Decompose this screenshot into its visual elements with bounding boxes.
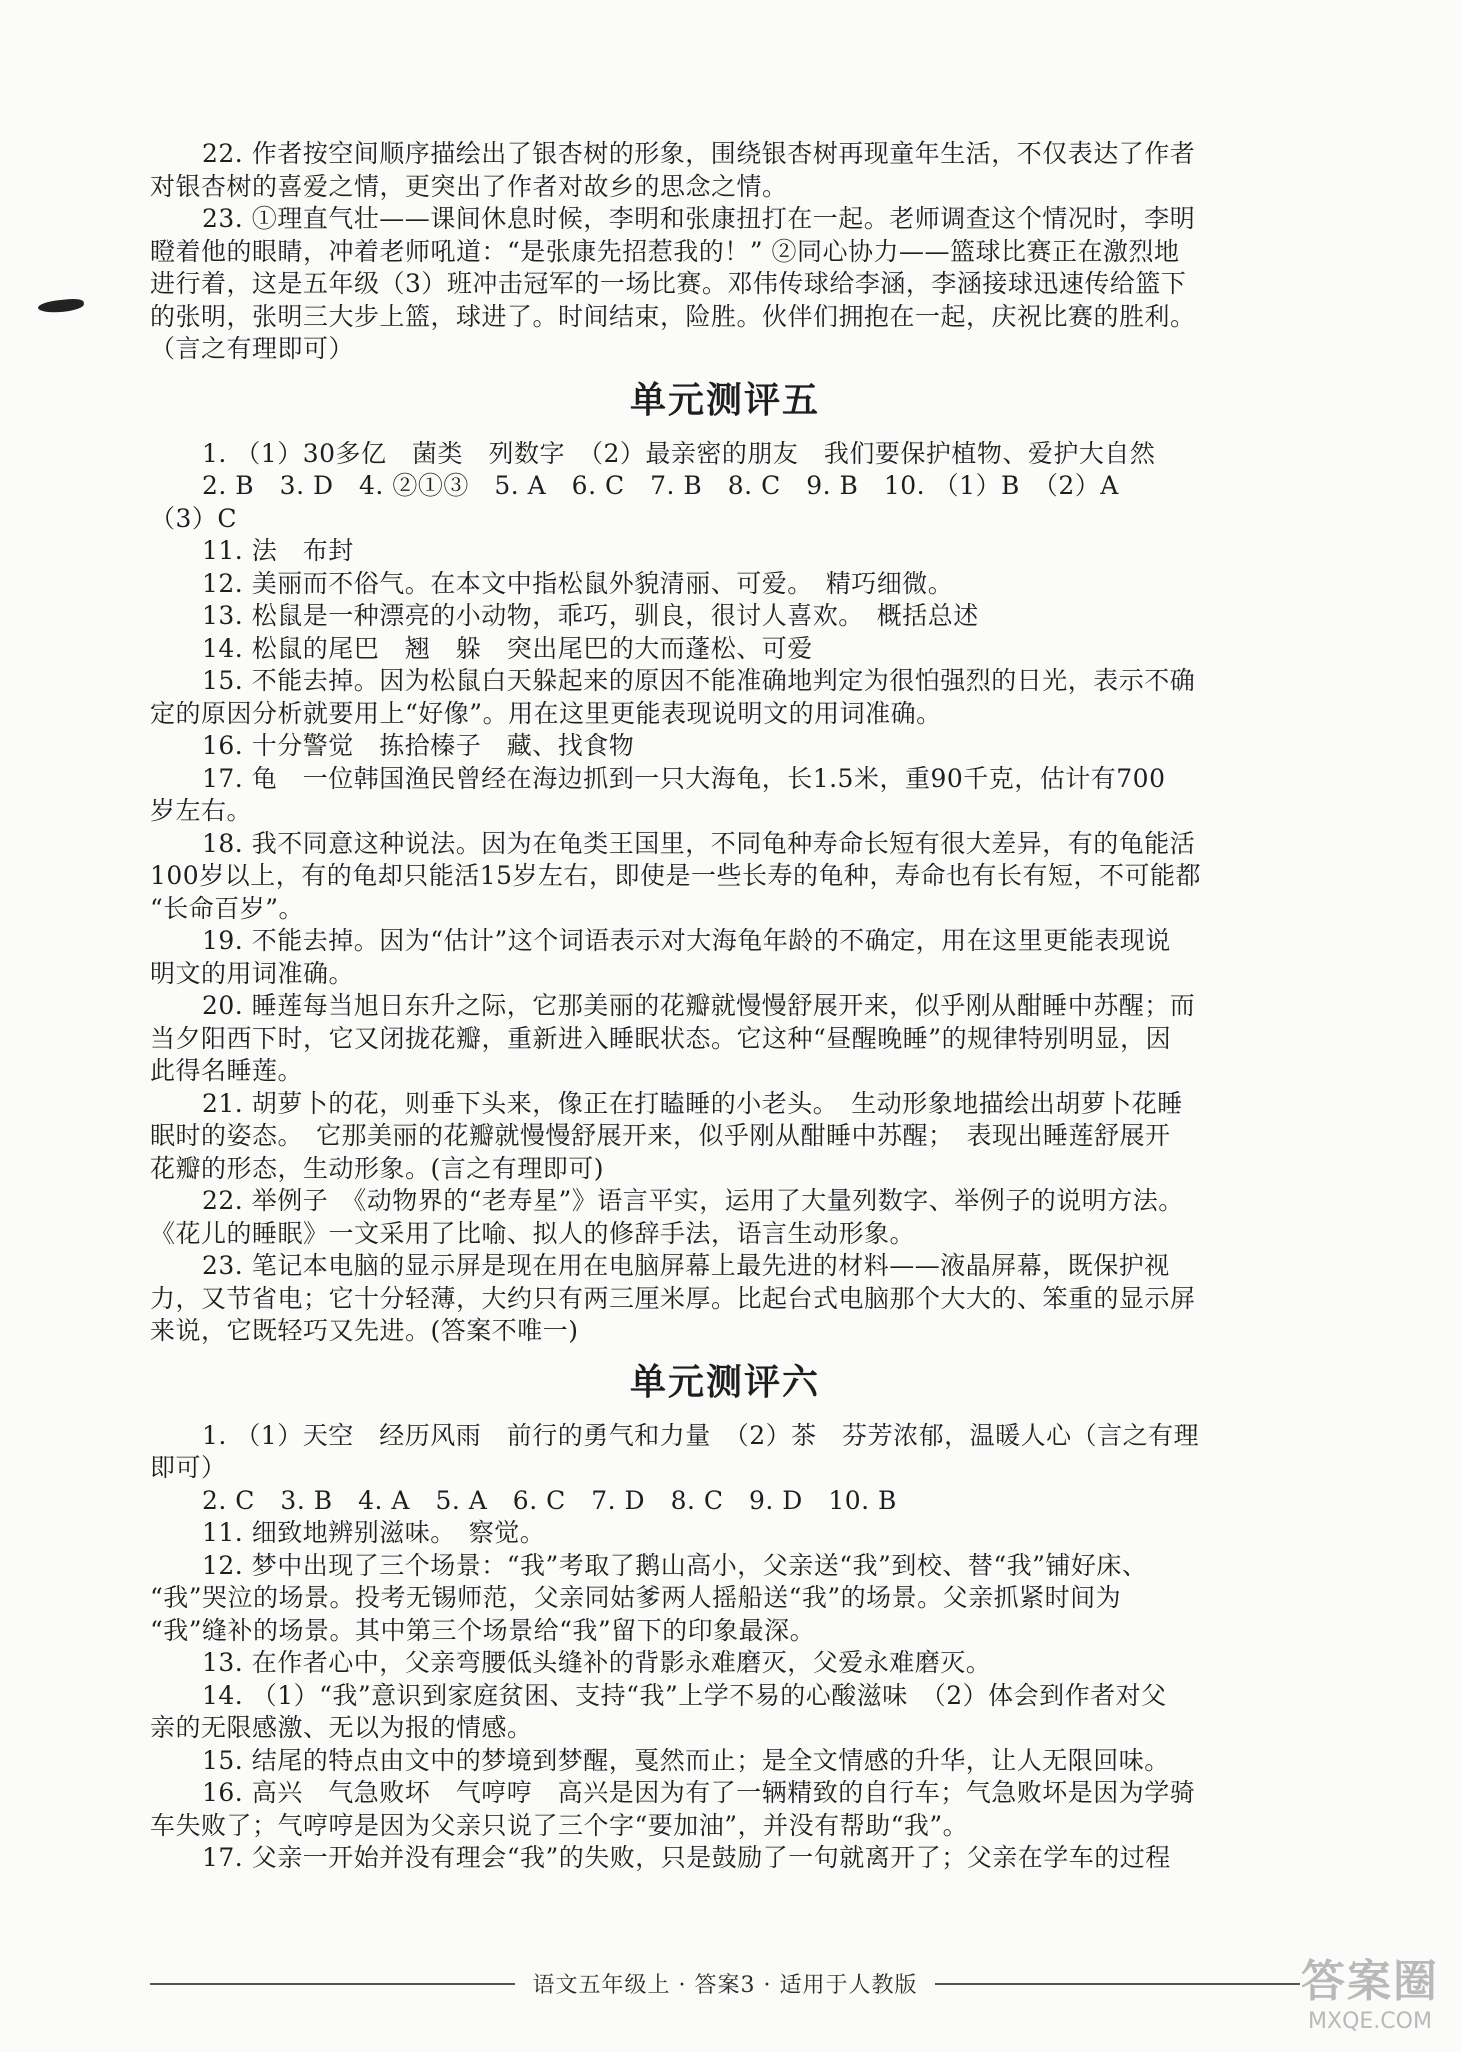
- text-line: 当夕阳西下时，它又闭拢花瓣，重新进入睡眠状态。它这种“昼醒晚睡”的规律特别明显，因: [150, 1023, 1172, 1053]
- text-line: 花瓣的形态，生动形象。(言之有理即可): [150, 1153, 605, 1183]
- text-line: 23. ①理直气壮——课间休息时候，李明和张康扭打在一起。老师调查这个情况时，李明: [202, 204, 1196, 233]
- text-line: 定的原因分析就要用上“好像”。用在这里更能表现说明文的用词准确。: [150, 698, 942, 728]
- text-line: “我”缝补的场景。其中第三个场景给“我”留下的印象最深。: [150, 1615, 816, 1645]
- text-line: 对银杏树的喜爱之情，更突出了作者对故乡的思念之情。: [150, 171, 788, 201]
- text-line: 来说，它既轻巧又先进。(答案不唯一): [150, 1316, 579, 1345]
- text-line: 亲的无限感激、无以为报的情感。: [150, 1713, 533, 1742]
- text-line: 1. （1）天空 经历风雨 前行的勇气和力量 （2）茶 芬芳浓郁，温暖人心（言之有理: [202, 1420, 1200, 1450]
- text-line: 12. 美丽而不俗气。在本文中指松鼠外貌清丽、可爱。 精巧细微。: [202, 568, 954, 598]
- text-line: 17. 父亲一开始并没有理会“我”的失败，只是鼓励了一句就离开了；父亲在学车的过程: [202, 1843, 1171, 1872]
- text-line: （3）C: [150, 503, 238, 533]
- watermark-logo: [1285, 1955, 1455, 2047]
- text-line: 22. 举例子 《动物界的“老寿星”》语言平实，运用了大量列数字、举例子的说明方法。: [202, 1186, 1184, 1215]
- text-line: 2. B 3. D 4. ②①③ 5. A 6. C 7. B 8. C 9. B 10. （1）B （2）A: [202, 471, 1119, 500]
- text-line: 13. 在作者心中，父亲弯腰低头缝补的背影永难磨灭，父爱永难磨灭。: [202, 1648, 992, 1677]
- text-line: 《花儿的睡眠》一文采用了比喻、拟人的修辞手法，语言生动形象。: [150, 1218, 916, 1248]
- text-line: 力，又节省电；它十分轻薄，大约只有两三厘米厚。比起台式电脑那个大大的、笨重的显示屏: [150, 1283, 1196, 1313]
- section-title-6: 单元测评六: [629, 1361, 820, 1403]
- text-line: 16. 高兴 气急败坏 气哼哼 高兴是因为有了一辆精致的自行车；气急败坏是因为学骑: [202, 1778, 1196, 1807]
- text-line: 19. 不能去掉。因为“估计”这个词语表示对大海龟年龄的不确定，用在这里更能表现说: [202, 926, 1171, 955]
- text-line: 20. 睡莲每当旭日东升之际，它那美丽的花瓣就慢慢舒展开来，似乎刚从酣睡中苏醒；而: [202, 991, 1196, 1020]
- text-line: 14. 松鼠的尾巴 翘 躲 突出尾巴的大而蓬松、可爱: [202, 633, 813, 663]
- watermark-text: 答案圈: [1301, 1956, 1439, 2007]
- text-line: 车失败了；气哼哼是因为父亲只说了三个字“要加油”，并没有帮助“我”。: [150, 1810, 969, 1840]
- text-line: 16. 十分警觉 拣拾榛子 藏、找食物: [202, 731, 635, 760]
- footer-rule-left: [150, 1983, 515, 1985]
- section-title-5: 单元测评五: [629, 379, 820, 421]
- footer-text: 语文五年级上 · 答案3 · 适用于人教版: [532, 1973, 918, 1998]
- page-footer: [150, 1968, 1300, 1999]
- text-line: 眠时的姿态。 它那美丽的花瓣就慢慢舒展开来，似乎刚从酣睡中苏醒； 表现出睡莲舒展开: [150, 1121, 1171, 1150]
- footer-rule-right: [935, 1983, 1300, 1985]
- section-6-answers: [150, 1420, 1300, 1875]
- text-line: 17. 龟 一位韩国渔民曾经在海边抓到一只大海龟，长1.5米，重90千克，估计有700: [202, 763, 1166, 793]
- text-line: 2. C 3. B 4. A 5. A 6. C 7. D 8. C 9. D 10. B: [202, 1485, 897, 1515]
- text-line: 1. （1）30多亿 菌类 列数字 （2）最亲密的朋友 我们要保护植物、爱护大自然: [202, 438, 1156, 468]
- text-line: 15. 不能去掉。因为松鼠白天躲起来的原因不能准确地判定为很怕强烈的日光，表示不确: [202, 666, 1196, 695]
- text-line: 明文的用词准确。: [150, 958, 355, 988]
- text-line: 的张明，张明三大步上篮，球进了。时间结束，险胜。伙伴们拥抱在一起，庆祝比赛的胜利。: [150, 301, 1196, 331]
- text-line: 21. 胡萝卜的花，则垂下头来，像正在打瞌睡的小老头。 生动形象地描绘出胡萝卜花睡: [202, 1088, 1183, 1118]
- text-line: 11. 法 布封: [202, 536, 354, 565]
- text-line: 18. 我不同意这种说法。因为在龟类王国里，不同龟种寿命长短有很大差异，有的龟能活: [202, 828, 1196, 858]
- text-line: 15. 结尾的特点由文中的梦境到梦醒，戛然而止；是全文情感的升华，让人无限回味。: [202, 1745, 1170, 1775]
- section-5-answers: [150, 438, 1300, 1348]
- text-line: 100岁以上，有的龟却只能活15岁左右，即使是一些长寿的龟种，寿命也有长有短，不可能都: [150, 861, 1202, 890]
- text-line: 23. 笔记本电脑的显示屏是现在用在电脑屏幕上最先进的材料——液晶屏幕，既保护视: [202, 1251, 1170, 1280]
- text-line: 即可）: [150, 1453, 227, 1482]
- ink-smudge: [37, 298, 84, 315]
- text-line: “长命百岁”。: [150, 893, 305, 923]
- text-line: 岁左右。: [150, 796, 253, 825]
- text-line: （言之有理即可）: [150, 334, 355, 363]
- text-line: 12. 梦中出现了三个场景：“我”考取了鹅山高小，父亲送“我”到校、替“我”铺好床、: [202, 1550, 1148, 1580]
- text-line: 11. 细致地辨别滋味。 察觉。: [202, 1518, 546, 1547]
- top-answers: [150, 138, 1300, 366]
- answer-page: [150, 138, 1300, 1875]
- text-line: 此得名睡莲。: [150, 1056, 304, 1085]
- text-line: “我”哭泣的场景。投考无锡师范，父亲同姑爹两人摇船送“我”的场景。父亲抓紧时间为: [150, 1583, 1122, 1612]
- text-line: 14. （1）“我”意识到家庭贫困、支持“我”上学不易的心酸滋味 （2）体会到作者对父: [202, 1680, 1167, 1710]
- text-line: 22. 作者按空间顺序描绘出了银杏树的形象，围绕银杏树再现童年生活，不仅表达了作者: [202, 139, 1196, 168]
- watermark-url: MXQE.COM: [1308, 2009, 1432, 2034]
- text-line: 瞪着他的眼睛，冲着老师吼道：“是张康先招惹我的！” ②同心协力——篮球比赛正在激烈地: [150, 236, 1180, 266]
- text-line: 进行着，这是五年级（3）班冲击冠军的一场比赛。邓伟传球给李涵，李涵接球迅速传给篮下: [150, 269, 1187, 298]
- text-line: 13. 松鼠是一种漂亮的小动物，乖巧，驯良，很讨人喜欢。 概括总述: [202, 601, 979, 630]
